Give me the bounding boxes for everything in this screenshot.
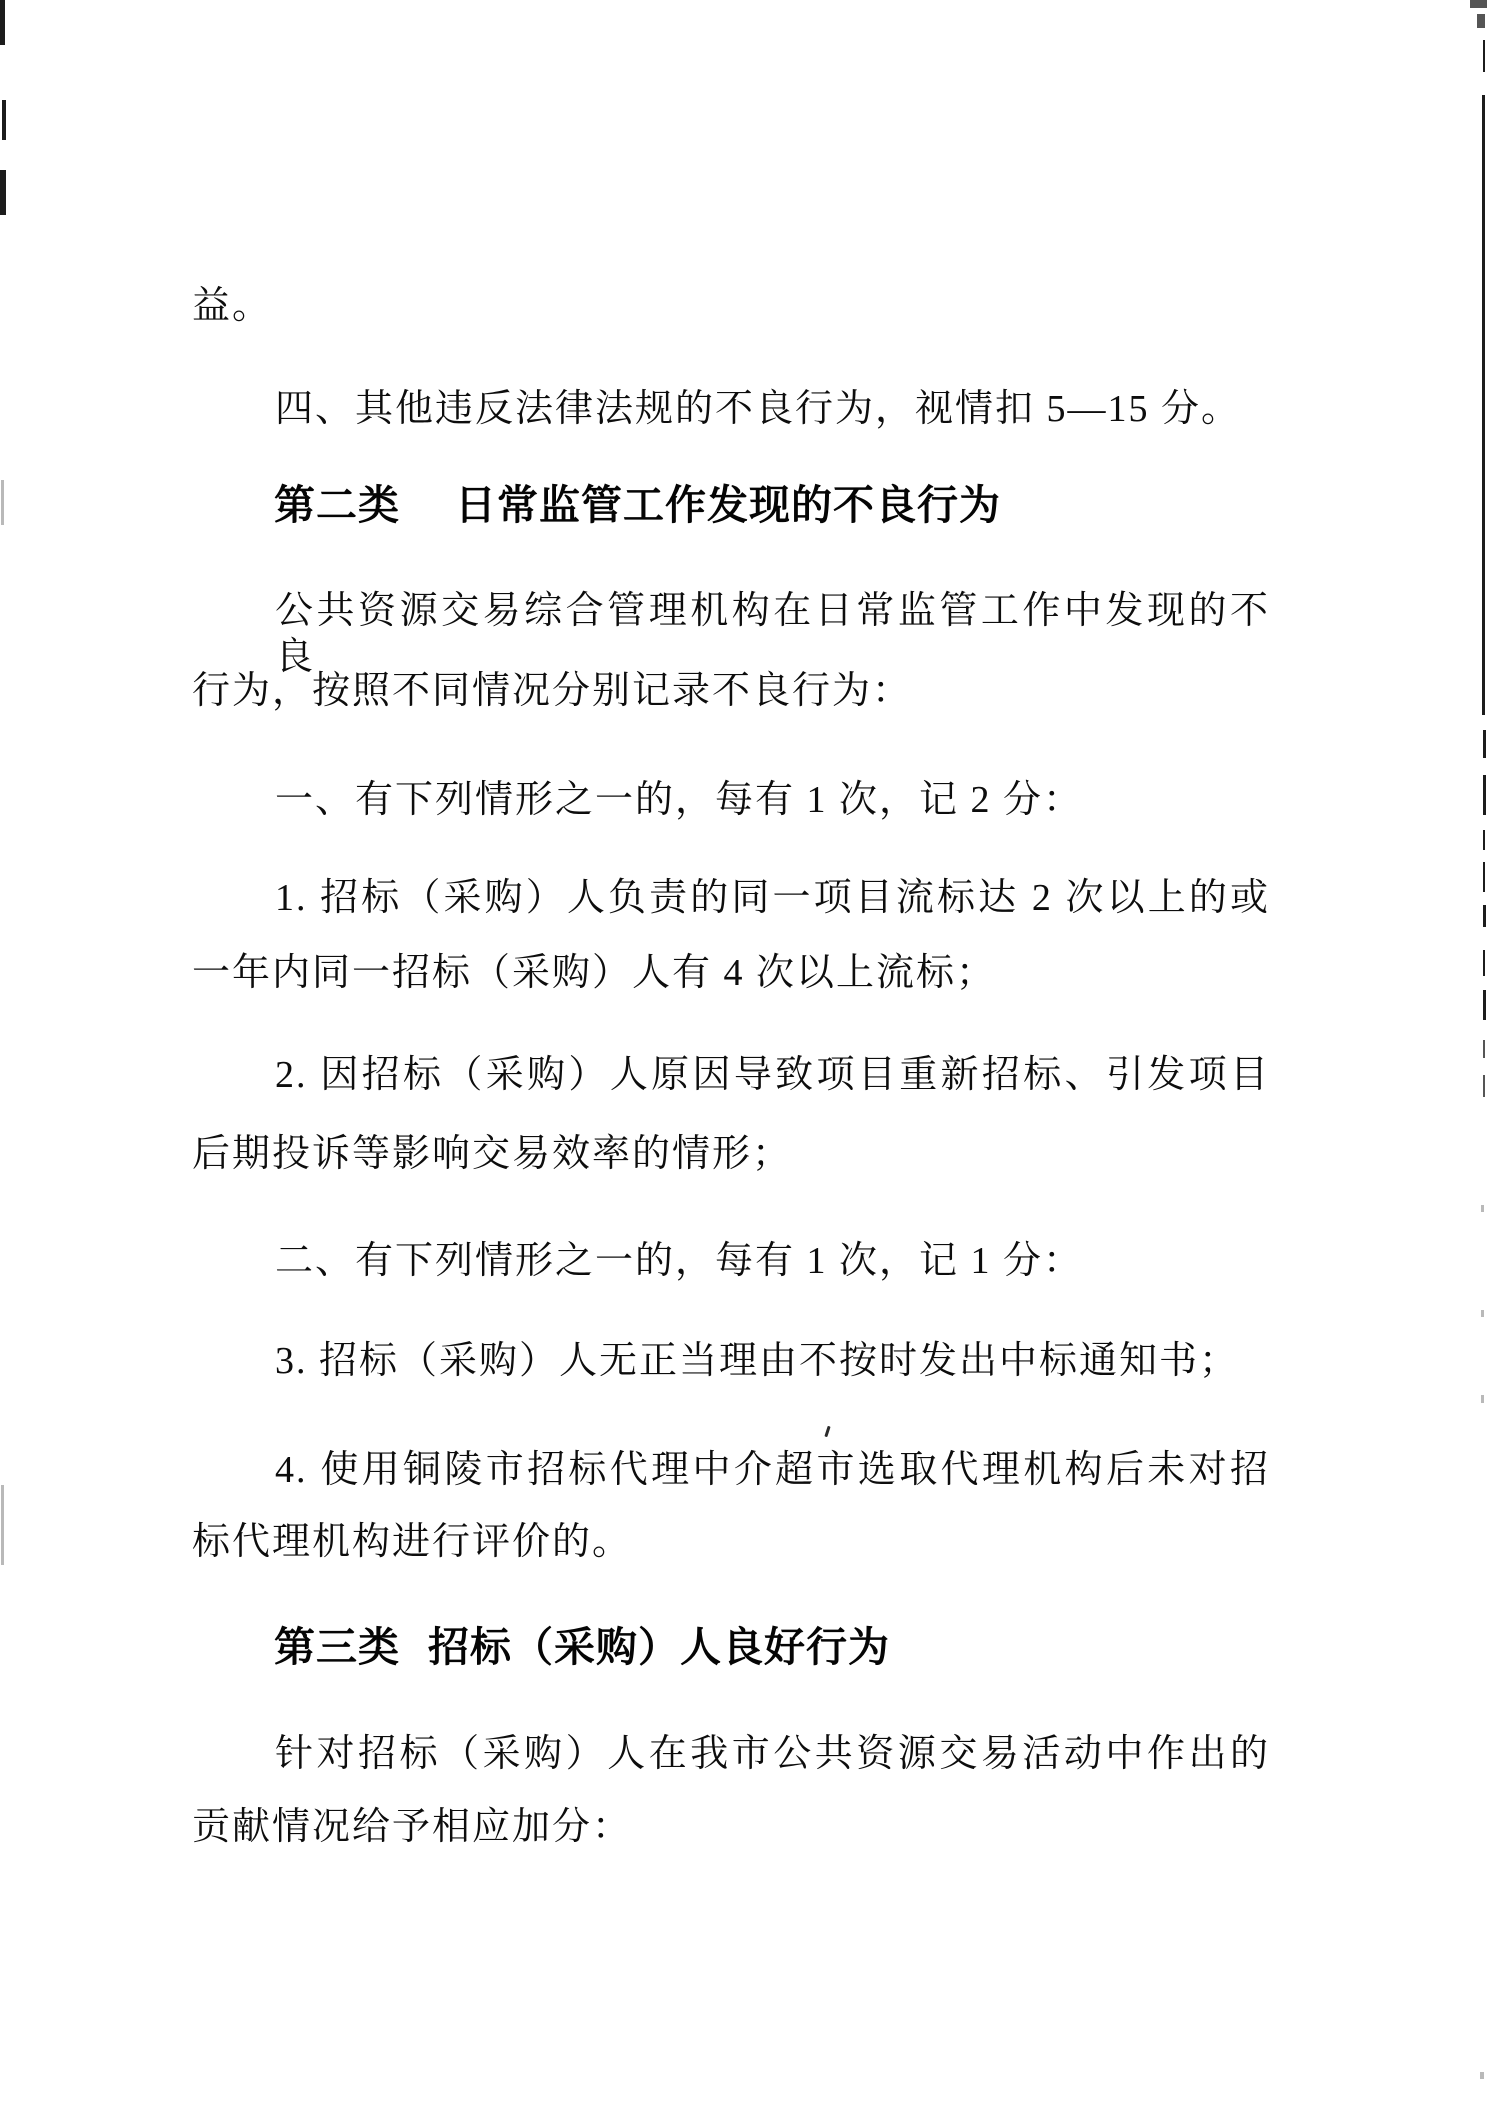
body-line: 标代理机构进行评价的。 [192,1521,633,1563]
section-heading-label: 第三类 [274,1624,400,1670]
scan-artifact [1481,1310,1484,1317]
scan-artifact [1483,830,1485,850]
ink-speck [824,1426,830,1437]
body-line: 针对招标（采购）人在我市公共资源交易活动中作出的 [275,1733,1270,1775]
body-line: 二、有下列情形之一的，每有 1 次，记 1 分： [275,1240,1084,1282]
body-line: 贡献情况给予相应加分： [192,1806,633,1848]
body-line: 2. 因招标（采购）人原因导致项目重新招标、引发项目 [275,1054,1270,1096]
scan-artifact [1483,862,1485,892]
body-line: 一年内同一招标（采购）人有 4 次以上流标； [192,952,997,994]
scan-artifact [1483,905,1486,927]
section-heading-title: 日常监管工作发现的不良行为 [455,482,1001,528]
scan-artifact [1483,1040,1485,1058]
body-line: 行为，按照不同情况分别记录不良行为： [192,670,913,712]
scan-artifact [1470,0,1487,8]
scan-artifact [1483,730,1486,758]
scan-artifact [1483,775,1486,815]
scan-artifact [0,170,6,215]
scan-artifact [1482,95,1485,715]
scan-artifact [1483,40,1485,72]
scan-artifact [1483,950,1485,976]
scan-artifact [1481,1205,1484,1212]
scan-artifact [1,1485,4,1565]
scan-artifact [2,100,6,140]
scan-artifact [1477,14,1485,28]
body-line: 一、有下列情形之一的，每有 1 次，记 2 分： [275,779,1084,821]
body-line: 公共资源交易综合管理机构在日常监管工作中发现的不良 [275,590,1270,678]
body-line: 3. 招标（采购）人无正当理由不按时发出中标通知书； [275,1340,1240,1382]
body-line: 后期投诉等影响交易效率的情形； [192,1133,793,1175]
body-line: 四、其他违反法律法规的不良行为，视情扣 5—15 分。 [275,388,1242,430]
section-heading-title: 招标（采购）人良好行为 [428,1624,890,1670]
scan-artifact [1481,1395,1484,1403]
scan-artifact [0,0,5,45]
body-line: 益。 [192,285,273,327]
body-line: 1. 招标（采购）人负责的同一项目流标达 2 次以上的或 [275,877,1270,919]
scan-artifact [1483,1075,1485,1097]
body-line: 4. 使用铜陵市招标代理中介超市选取代理机构后未对招 [275,1449,1270,1491]
scan-artifact [1480,2072,1484,2079]
scan-artifact [1,480,4,525]
section-heading-label: 第二类 [274,482,400,528]
scan-artifact [1483,990,1486,1020]
section-heading [274,1623,890,1671]
section-heading [274,481,1001,529]
